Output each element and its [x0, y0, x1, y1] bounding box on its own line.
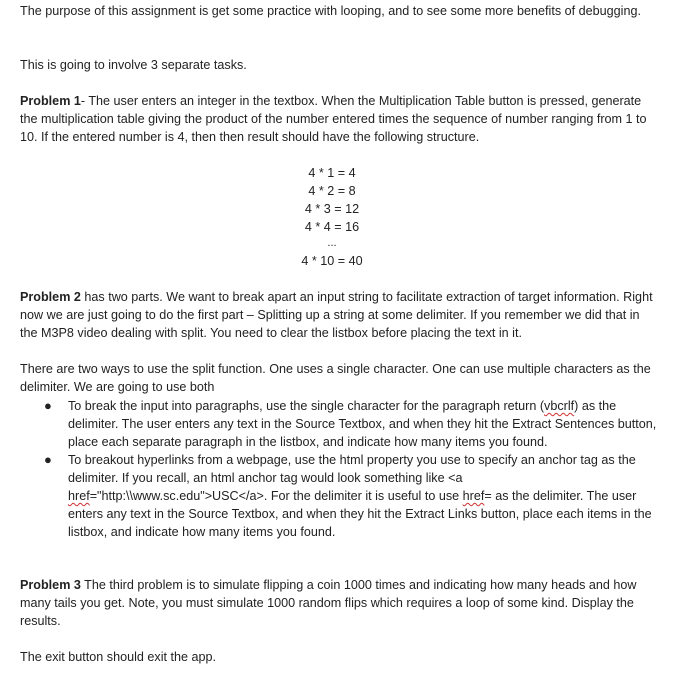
bullet2-pre: To breakout hyperlinks from a webpage, use the html property you use to specify an anchor tag as the delimiter. If you recall, an html anchor tag would look something like <a: [68, 453, 636, 485]
problem1-text: - The user enters an integer in the textbox. When the Multiplication Table button is pressed, generate the multiplication table giving the product of the number entered times the sequence of number ranging from 1 to 10. If the entered number is 4, then then result should have the following structure.: [20, 94, 647, 144]
problem3-text: The third problem is to simulate flipping a coin 1000 times and indicating how many heads and how many tails you get. Note, you must simulate 1000 random flips which requires a loop of some kind. Display the results.: [20, 578, 637, 628]
problem2-paragraph: [20, 288, 660, 342]
bullet2-mid: ="http:\\www.sc.edu">USC</a>. For the delimiter it is useful to use: [89, 489, 463, 503]
multiplication-ellipsis: ...: [327, 237, 337, 249]
href-delimiter: href: [462, 489, 485, 503]
bullet1-post: ) as the delimiter. The user enters any text in the Source Textbox, and when they hit the Extract Sentences button, place each separate paragraph in the listbox, and indicate how many items you found.: [68, 399, 657, 449]
intro-tasks: This is going to involve 3 separate tasks.: [20, 58, 247, 72]
intro-purpose: The purpose of this assignment is get some practice with looping, and to see some more benefits of debugging.: [20, 4, 641, 18]
href-keyword: href: [68, 489, 90, 503]
bullet1-pre: To break the input into paragraphs, use the single character for the paragraph return (: [68, 399, 545, 413]
multiplication-line-4: 4 * 4 = 16: [304, 220, 360, 234]
problem2-text: has two parts. We want to break apart an input string to facilitate extraction of target information. Right now we are just going to do the first part – Splitting up a string at some delimiter. If you remember we did that in the M3P8 video dealing with split. You need to clear the listbox before placing the text in it.: [20, 290, 653, 340]
multiplication-line-10: 4 * 10 = 40: [301, 254, 363, 268]
multiplication-line-2: 4 * 2 = 8: [308, 184, 356, 198]
bullet-dot: ●: [44, 452, 52, 467]
problem1-label: Problem 1: [20, 94, 81, 108]
bullet2-post: = as the delimiter. The user enters any text in the Source Textbox, and when they hit the Extract Links button, place each items in the listbox, and indicate how many items you found.: [68, 489, 652, 539]
problem2-split-intro: There are two ways to use the split function. One uses a single character. One can use multiple characters as the delimiter. We are going to use both: [20, 362, 651, 394]
bullet-paragraphs: [20, 397, 660, 451]
problem2-bullet-list: [20, 397, 660, 541]
bullet-hyperlinks: [20, 451, 660, 541]
problem3-paragraph: [20, 576, 660, 630]
problem2-label: Problem 2: [20, 290, 81, 304]
vbcrlf-keyword: vbcrlf: [544, 399, 575, 413]
multiplication-line-3: 4 * 3 = 12: [304, 202, 360, 216]
multiplication-line-1: 4 * 1 = 4: [308, 166, 356, 180]
problem1-paragraph: [20, 92, 660, 146]
exit-paragraph: The exit button should exit the app.: [20, 650, 217, 664]
problem3-label: Problem 3: [20, 578, 81, 592]
bullet-dot: ●: [44, 398, 52, 413]
